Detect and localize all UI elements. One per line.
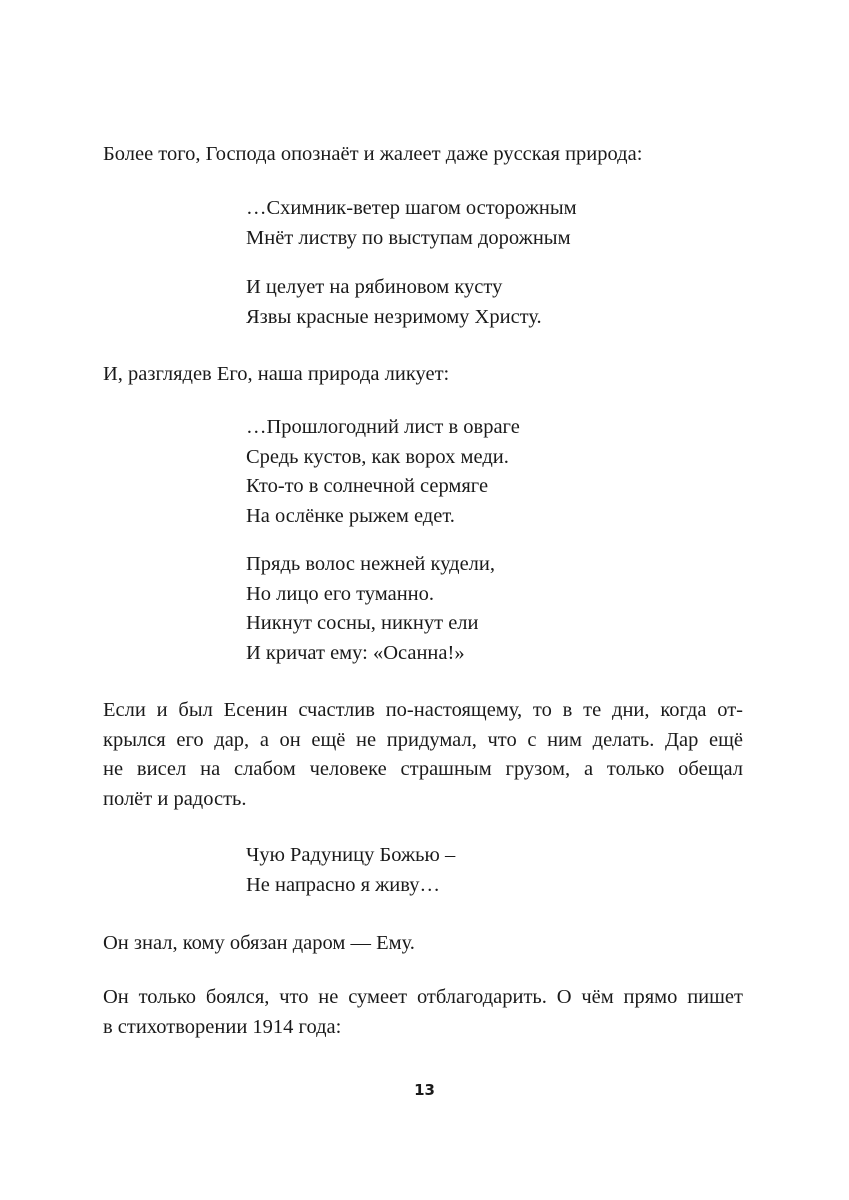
paragraph-line: в стихотворении 1914 года: [103,1015,342,1038]
verse-line: Не напрасно я живу… [246,873,441,896]
verse-line: Кто-то в солнечной сермяге [246,475,489,497]
verse-line: …Прошлогодний лист в овраге [246,416,520,438]
page-number: 13 [414,1081,435,1099]
verse-stanza-2 [246,273,726,332]
verse-stanza-4 [246,550,726,668]
paragraph-happiness [103,696,743,814]
verse-line: Мнёт листву по выступам дорожным [246,226,571,249]
paragraph-line: крылся его дар, а он ещё не придумал, что с ним делать. Дар ещё [103,728,743,751]
paragraph-line: Если и был Есенин счастлив по-настоящему, то в те дни, когда от- [103,699,743,721]
verse-stanza-1 [246,194,726,253]
verse-line: И кричат ему: «Осанна!» [246,641,465,664]
paragraph-gratitude [103,983,743,1042]
verse-stanza-5 [246,841,726,900]
verse-line: Средь кустов, как ворох меди. [246,445,509,468]
verse-line: Прядь волос нежней кудели, [246,553,496,575]
paragraph-line: Он только боялся, что не сумеет отблагодарить. О чём прямо пишет [103,986,743,1008]
verse-line: И целует на рябиновом кусту [246,276,503,298]
verse-line: Чую Радуницу Божью – [246,844,456,866]
paragraph-line: И, разглядев Его, наша природа ликует: [103,363,450,385]
paragraph-line: не висел на слабом человеке страшным грузом, а только обещал [103,758,743,780]
paragraph-line: полёт и радость. [103,787,247,810]
verse-line: Но лицо его туманно. [246,582,435,605]
paragraph-nature-rejoices [103,360,743,390]
verse-line: Никнут сосны, никнут ели [246,612,479,634]
paragraph-line: Он знал, кому обязан даром — Ему. [103,932,415,954]
verse-stanza-3 [246,413,726,531]
verse-line: …Схимник-ветер шагом осторожным [246,197,577,219]
paragraph-intro [103,140,743,170]
paragraph-gift [103,929,743,959]
verse-line: На ослёнке рыжем едет. [246,504,455,527]
paragraph-line: Более того, Господа опознаёт и жалеет даже русская природа: [103,143,643,165]
verse-line: Язвы красные незримому Христу. [246,305,542,328]
